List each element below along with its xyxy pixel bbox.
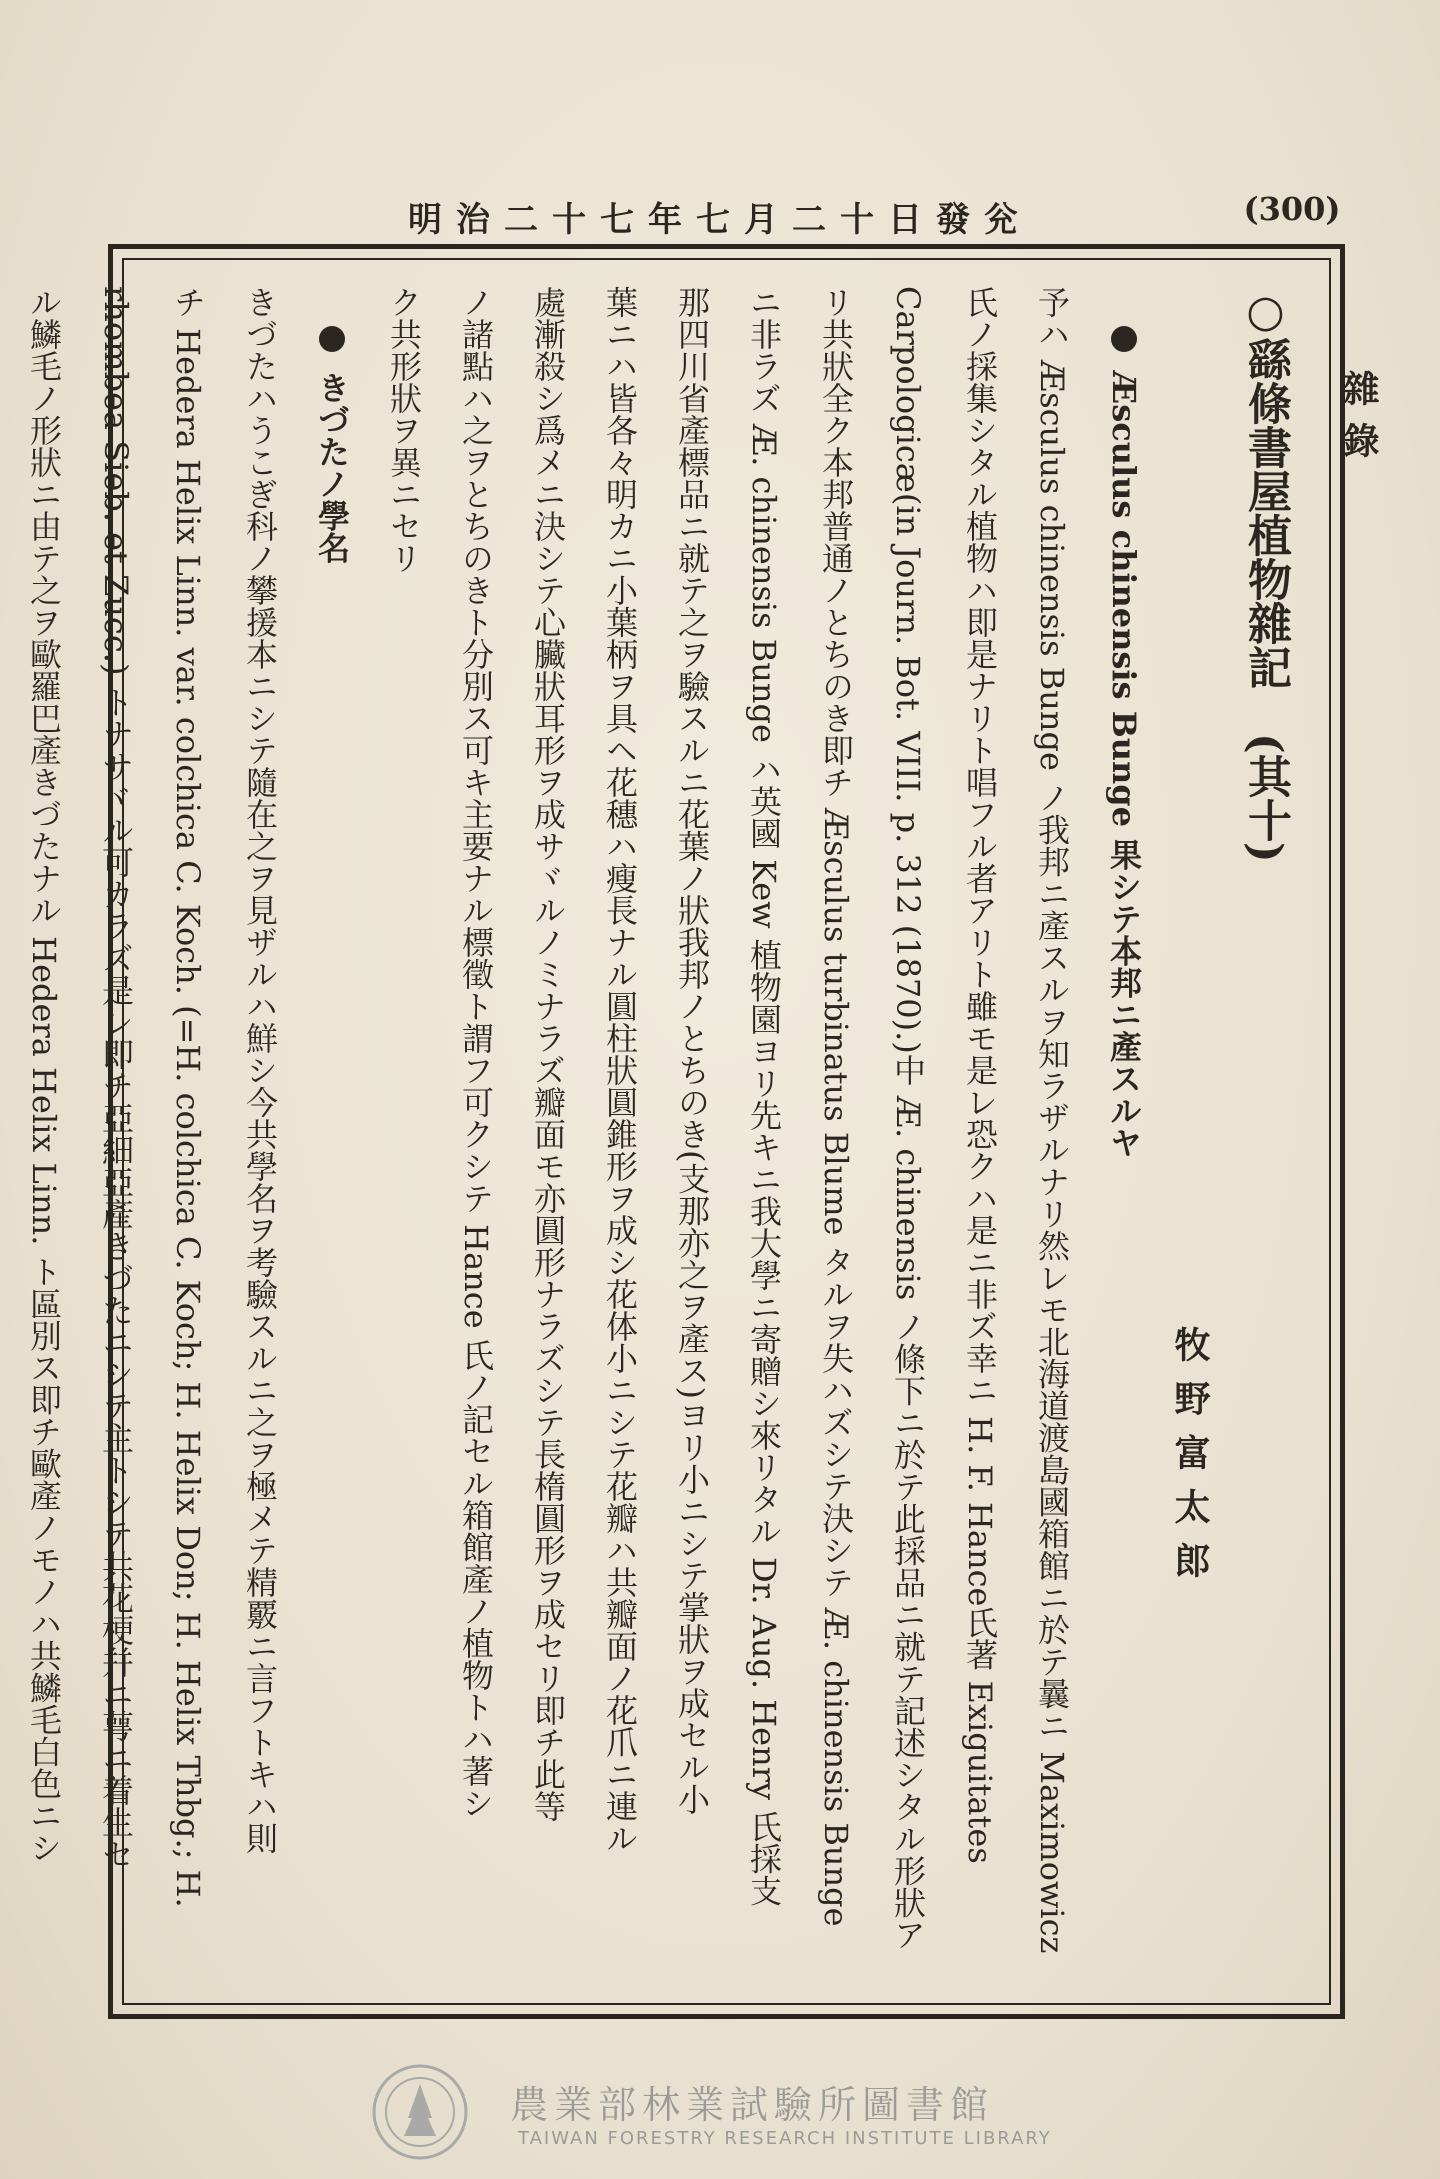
text-line: 處漸殺シ爲メニ決シテ心臟狀耳形ヲ成サヾルノミナラズ瓣面モ亦圓形ナラズシテ長楕圓形ヲ成セリ即チ此等: [529, 286, 567, 1822]
article-title: ○繇條書屋植物雜記 (其十): [1240, 286, 1291, 863]
author-column: [1160, 286, 1220, 1976]
page-number: (300): [1243, 190, 1341, 228]
text-line: ク共形狀ヲ異ニセリ: [385, 286, 423, 574]
text-line: きづたハうこぎ科ノ攀援本ニシテ隨在之ヲ見ザルハ鮮シ今共學名ヲ考驗スルニ之ヲ極メテ精覈ニ言フトキハ則: [241, 286, 279, 1854]
text-line: 氏ノ採集シタル植物ハ即是ナリト唱フル者アリト雖モ是レ恐クハ是ニ非ズ幸ニ H. F. Hance氏著 Exiguitates: [961, 286, 999, 1864]
text-line: チ Hedera Helix Linn. var. colchica C. Koch. (=H. colchica C. Koch; H. Helix Don; H. Helix Thbg.; H.: [169, 286, 207, 1908]
text-line: Carpologicæ(in Journ. Bot. VIII. p. 312 (1870).)中 Æ. chinensis ノ條下ニ於テ此採品ニ就テ記述シタル形狀ア: [889, 286, 927, 1951]
bullet-icon: [1111, 326, 1137, 352]
text-line: 予ハ Æsculus chinensis Bunge ノ我邦ニ產スルヲ知ラザルナリ然レモ北海道渡島國箱館ニ於テ曩ニ Maximowicz: [1033, 286, 1071, 1954]
section-label: 雜錄: [1338, 370, 1380, 474]
section-heading-text: Æsculus chinensis Bunge 果シテ本邦ニ產スルヤ: [1105, 371, 1143, 1159]
section-heading-kizuta: [296, 286, 368, 1976]
article-author: 牧野富太郎: [1169, 1326, 1211, 1596]
library-seal-icon: [370, 2062, 470, 2162]
text-line: ル鱗毛ノ形狀ニ由テ之ヲ歐羅巴產きづたナル Hedera Helix Linn. ト區別ス即チ歐產ノモノハ共鱗毛白色ニシ: [25, 286, 63, 1864]
watermark-name-english: TAIWAN FORESTRY RESEARCH INSTITUTE LIBRARY: [518, 2128, 1052, 2149]
article-body: [25, 286, 1310, 1976]
text-line: 葉ニハ皆各々明カニ小葉柄ヲ具ヘ花穗ハ瘦長ナル圓柱狀圓錐形ヲ成シ花体小ニシテ花瓣ハ共瓣面ノ花爪ニ連ル: [601, 286, 639, 1854]
section-heading-aesculus: [1088, 286, 1160, 1976]
issue-date-header: 明治二十七年七月二十日發兊: [408, 200, 1032, 240]
text-line: リ共狀全ク本邦普通ノとちのき即チ Æsculus turbinatus Blume タルヲ失ハズシテ決シテ Æ. chinensis Bunge: [817, 286, 855, 1927]
section-heading-text: きづたノ學名: [313, 371, 351, 564]
text-line: ノ諸點ハ之ヲとちのきト分別ス可キ主要ナル標徵ト謂フ可クシテ Hance 氏ノ記セル箱館產ノ植物トハ著シ: [457, 286, 495, 1819]
watermark-name-chinese: 農業部林業試驗所圖書館: [510, 2083, 995, 2127]
text-line: rhombea Sieb. et Zucc.) トナサヾル可カラズ是レ即チ亞細亞產きづたニシテ主トシテ共花梗幷ニ萼ニ着生セ: [97, 286, 135, 1870]
library-watermark: [370, 2062, 1070, 2162]
text-line: 那四川省產標品ニ就テ之ヲ驗スルニ花葉ノ狀我邦ノとちのき(支那亦之ヲ產ス)ヨリ小ニシテ掌狀ヲ成セル小: [673, 286, 711, 1815]
bullet-icon: [319, 326, 345, 352]
text-line: ニ非ラズ Æ. chinensis Bunge ハ英國 Kew 植物園ヨリ先キニ我大學ニ寄贈シ來リタル Dr. Aug. Henry 氏採支: [745, 286, 783, 1907]
